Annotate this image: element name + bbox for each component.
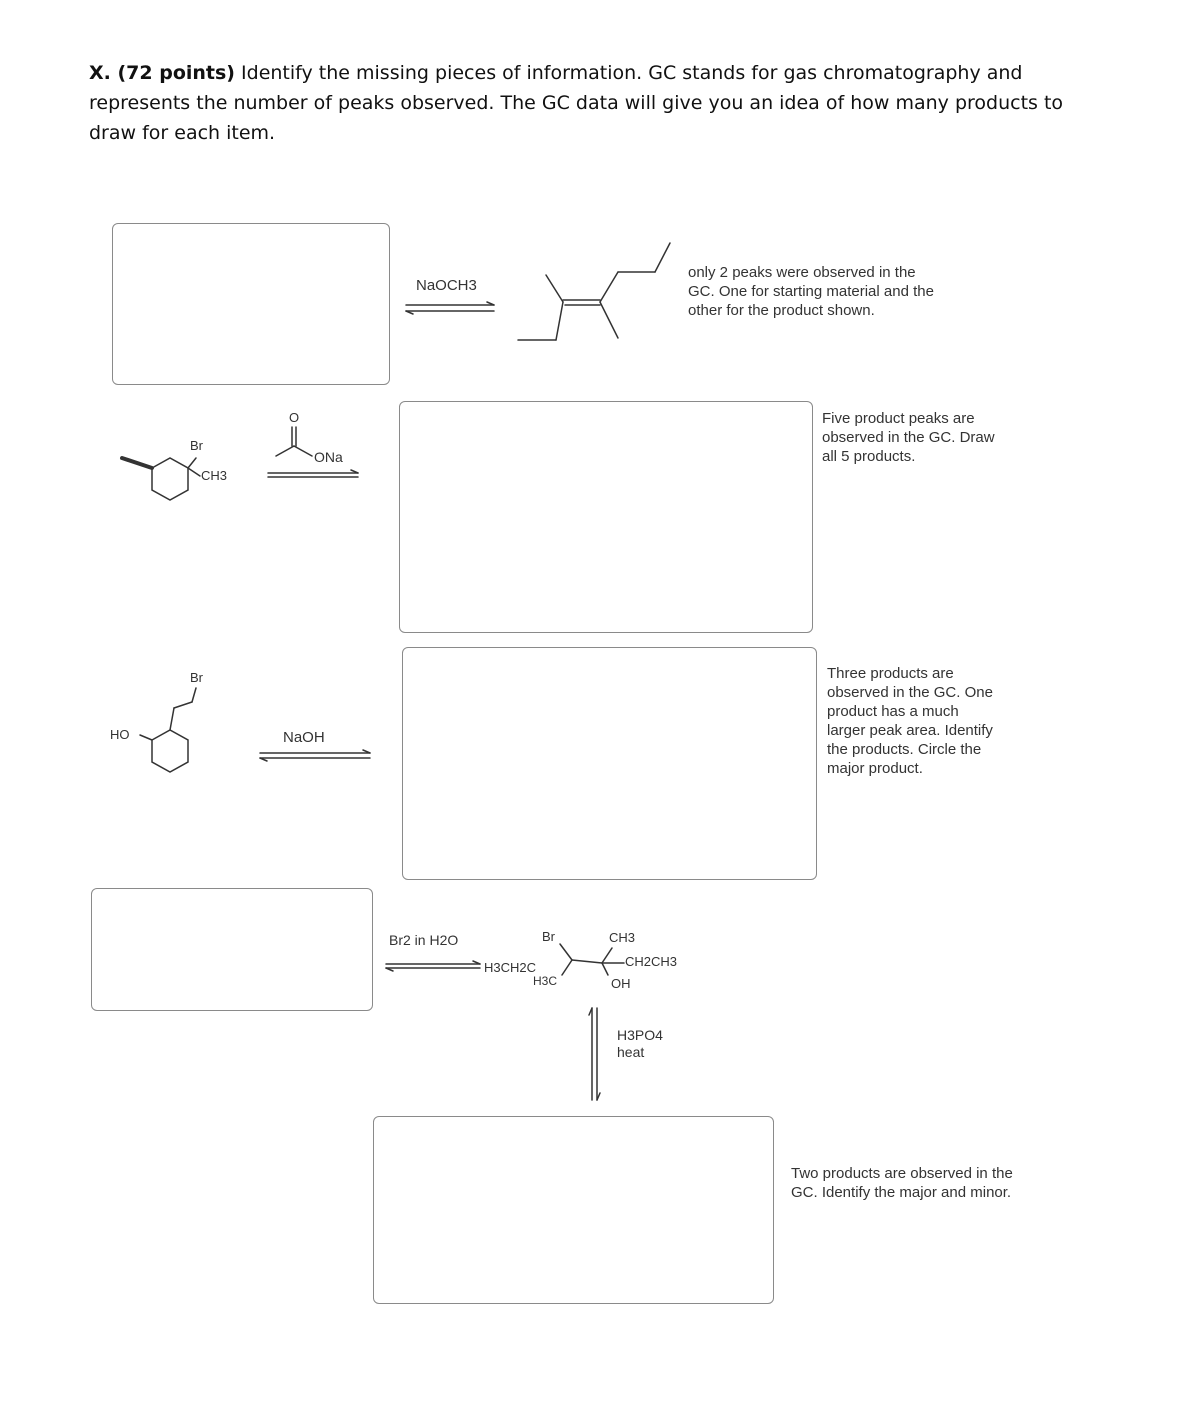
acetate-reagent-structure [276,427,312,456]
equilibrium-arrow-3 [260,750,370,761]
note-problem-3: Three products are observed in the GC. One product has a much larger peak area. Identify the products. Circle the major product. [827,665,993,777]
label-oh: OH [611,976,631,991]
reagent-br2-h2o: Br2 in H2O [389,932,459,948]
label-ho: HO [110,727,130,742]
label-br-4: Br [542,929,555,944]
bromoethyl-cyclohexanol-structure [140,688,196,772]
reagent-heat: heat [617,1044,645,1060]
note-problem-2: Five product peaks are observed in the GC. Draw all 5 products. [822,410,995,465]
reagent-h3po4: H3PO4 [617,1027,663,1043]
label-br-2: Br [190,438,203,453]
label-h3ch2c: H3CH2C [484,960,537,975]
note-problem-4: Two products are observed in the GC. Identify the major and minor. [791,1165,1013,1201]
question-body: Identify the missing pieces of information. GC stands for gas chromatography and represents the number of peaks observed. The GC data will give you an idea of how many products to draw for each item. [89,62,1064,144]
label-h3c: H3C [533,974,558,988]
reagent-naoch3: NaOCH3 [416,277,477,294]
alkene-product-structure [518,243,670,340]
equilibrium-arrow-4 [386,961,480,971]
label-ch3-4: CH3 [609,930,636,945]
label-ona: ONa [314,449,343,465]
bromohydrin-product-bonds [560,944,624,975]
label-carbonyl-o: O [289,410,300,425]
question-label: X. (72 points) [89,62,235,84]
label-ch3-2: CH3 [201,468,228,483]
equilibrium-arrow-2 [268,470,358,477]
equilibrium-arrow-1 [406,302,494,314]
note-problem-1: only 2 peaks were observed in the GC. One for starting material and the other for the product shown. [688,264,934,319]
reagent-naoh: NaOH [283,729,325,746]
bromo-methylcyclohexane-structure [122,458,200,500]
vertical-equilibrium-arrow [589,1008,600,1100]
label-br-3: Br [190,670,203,685]
label-ch2ch3: CH2CH3 [625,954,678,969]
